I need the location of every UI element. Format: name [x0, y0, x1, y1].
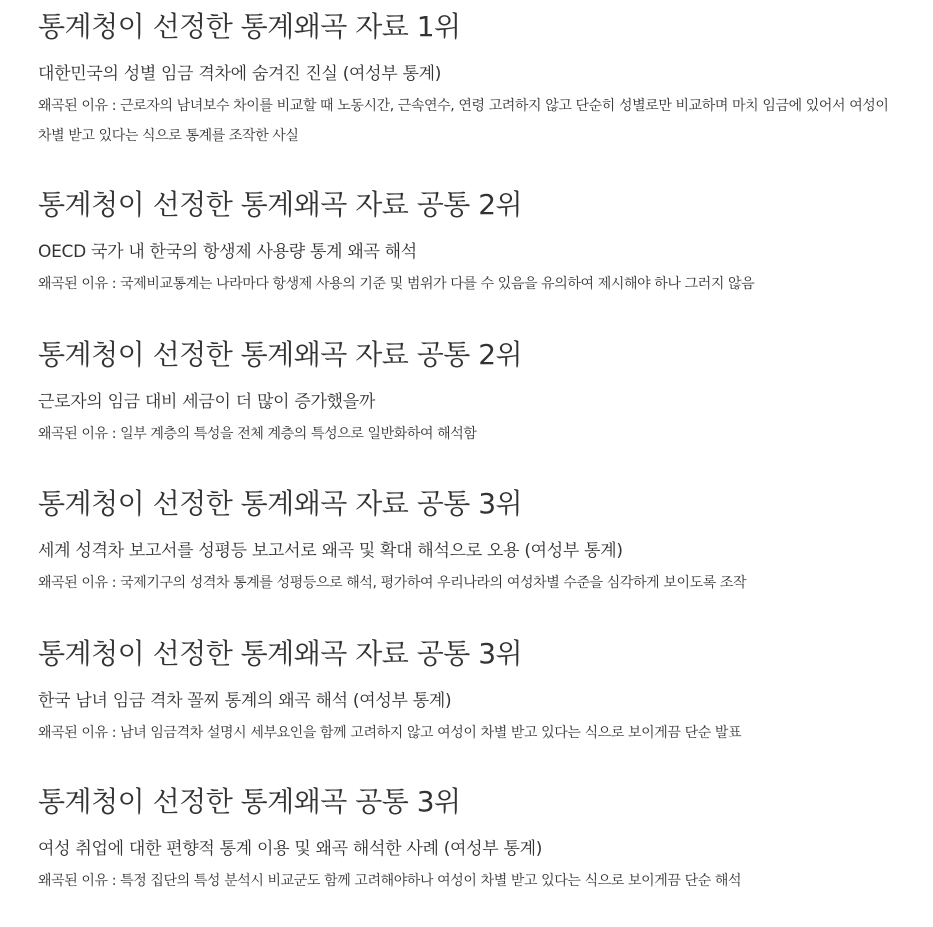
entry-reason: 왜곡된 이유 : 특정 집단의 특성 분석시 비교군도 함께 고려해야하나 여성이 차별 받고 있다는 식으로 보이게끔 단순 해석	[38, 873, 742, 889]
entry-reason: 왜곡된 이유 : 국제기구의 성격차 통계를 성평등으로 해석, 평가하여 우리나라의 여성차별 수준을 심각하게 보이도록 조작	[38, 575, 747, 591]
entry-subtitle: 여성 취업에 대한 편향적 통계 이용 및 왜곡 해석한 사례 (여성부 통계)	[38, 839, 543, 859]
ranking-entry	[38, 186, 915, 299]
entry-title: 통계청이 선정한 통계왜곡 자료 공통 3위	[38, 487, 523, 520]
entry-reason: 왜곡된 이유 : 국제비교통계는 나라마다 항생제 사용의 기준 및 범위가 다를 수 있음을 유의하여 제시해야 하나 그러지 않음	[38, 276, 755, 292]
entry-reason: 왜곡된 이유 : 근로자의 남녀보수 차이를 비교할 때 노동시간, 근속연수, 연령 고려하지 않고 단순히 성별로만 비교하며 마치 임금에 있어서 여성이 차별 받고 있다는 식으로 통계를 조작한 사실	[38, 98, 889, 144]
entry-title: 통계청이 선정한 통계왜곡 자료 공통 2위	[38, 188, 523, 221]
ranking-entry	[38, 635, 915, 748]
entry-reason: 왜곡된 이유 : 일부 계층의 특성을 전체 계층의 특성으로 일반화하여 해석함	[38, 426, 477, 442]
entry-title: 통계청이 선정한 통계왜곡 공통 3위	[38, 785, 461, 818]
entry-subtitle: 근로자의 임금 대비 세금이 더 많이 증가했을까	[38, 392, 375, 412]
entry-subtitle: 대한민국의 성별 임금 격차에 숨겨진 진실 (여성부 통계)	[38, 64, 442, 84]
ranking-entry	[38, 783, 915, 896]
entry-subtitle: 한국 남녀 임금 격차 꼴찌 통계의 왜곡 해석 (여성부 통계)	[38, 691, 452, 711]
ranking-entry	[38, 485, 915, 598]
entry-title: 통계청이 선정한 통계왜곡 자료 1위	[38, 10, 461, 43]
entry-reason: 왜곡된 이유 : 남녀 임금격차 설명시 세부요인을 함께 고려하지 않고 여성이 차별 받고 있다는 식으로 보이게끔 단순 발표	[38, 725, 742, 741]
entry-subtitle: 세계 성격차 보고서를 성평등 보고서로 왜곡 및 확대 해석으로 오용 (여성부 통계)	[38, 541, 623, 561]
entry-subtitle: OECD 국가 내 한국의 항생제 사용량 통계 왜곡 해석	[38, 242, 417, 262]
entry-title: 통계청이 선정한 통계왜곡 자료 공통 2위	[38, 338, 523, 371]
ranking-entry	[38, 8, 915, 151]
entry-title: 통계청이 선정한 통계왜곡 자료 공통 3위	[38, 637, 523, 670]
ranking-entry	[38, 336, 915, 449]
